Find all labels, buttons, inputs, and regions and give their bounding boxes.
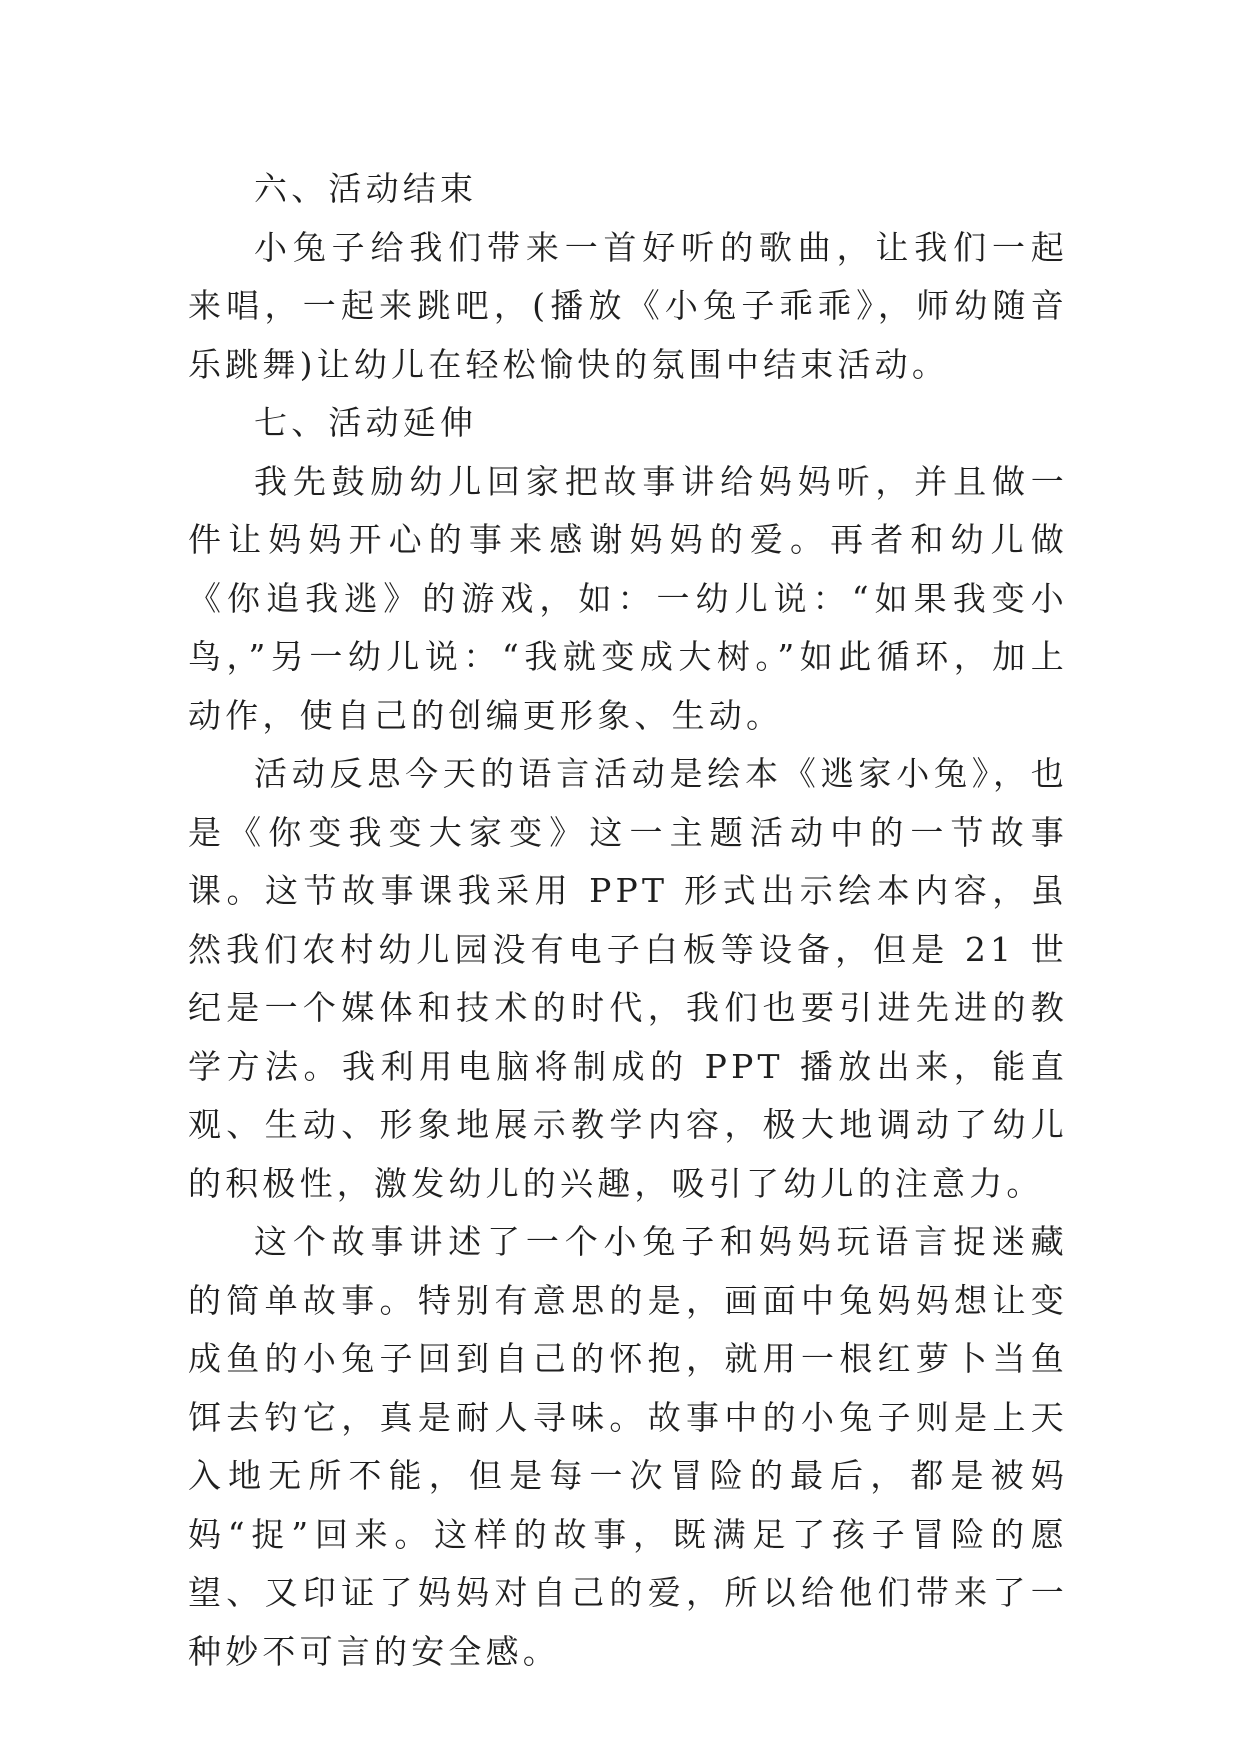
- paragraph-story-summary: 这个故事讲述了一个小兔子和妈妈玩语言捉迷藏的简单故事。特别有意思的是，画面中兔妈妈想让变成鱼的小兔子回到自己的怀抱，就用一根红萝卜当鱼饵去钓它，真是耐人寻味。故事中的小兔子则是上天入地无所不能，但是每一次冒险的最后，都是被妈妈“捉”回来。这样的故事，既满足了孩子冒险的愿望、又印证了妈妈对自己的爱，所以给他们带来了一种妙不可言的安全感。: [188, 1222, 1068, 1671]
- document-page: [188, 160, 1068, 1681]
- paragraph-reflection: 活动反思今天的语言活动是绘本《逃家小兔》，也是《你变我变大家变》这一主题活动中的一节故事课。这节故事课我采用 PPT 形式出示绘本内容，虽然我们农村幼儿园没有电子白板等设备，但是 21 世纪是一个媒体和技术的时代，我们也要引进先进的教学方法。我利用电脑将制成的 PPT 播放出来，能直观、生动、形象地展示教学内容，极大地调动了幼儿的积极性，激发幼儿的兴趣，吸引了幼儿的注意力。: [188, 754, 1068, 1203]
- section-heading-activity-end: 六、活动结束: [254, 169, 478, 208]
- section-heading-activity-extension: 七、活动延伸: [254, 403, 478, 442]
- paragraph-activity-end: 小兔子给我们带来一首好听的歌曲，让我们一起来唱，一起来跳吧，(播放《小兔子乖乖》，师幼随音乐跳舞)让幼儿在轻松愉快的氛围中结束活动。: [188, 227, 1068, 384]
- paragraph-activity-extension: 我先鼓励幼儿回家把故事讲给妈妈听，并且做一件让妈妈开心的事来感谢妈妈的爱。再者和幼儿做《你追我逃》的游戏，如：一幼儿说：“如果我变小鸟，”另一幼儿说：“我就变成大树。”如此循环，加上动作，使自己的创编更形象、生动。: [188, 461, 1068, 735]
